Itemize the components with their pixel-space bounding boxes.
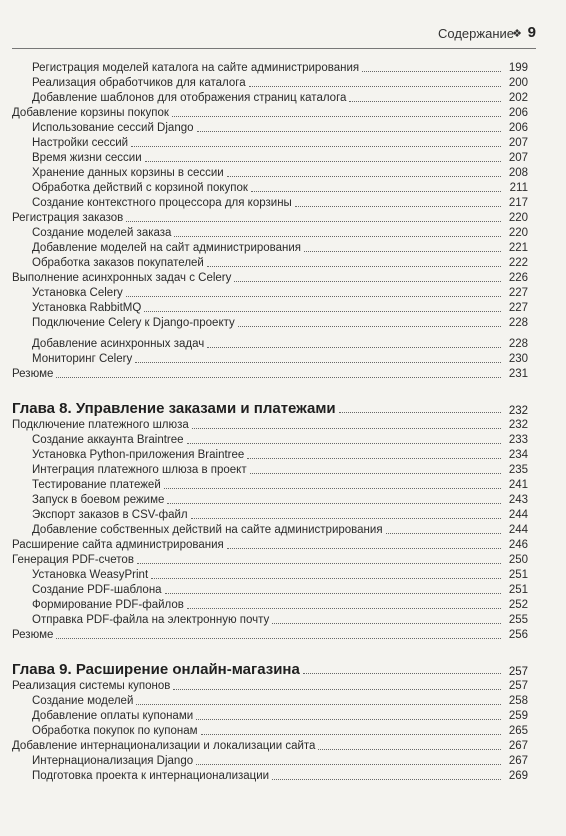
toc-entry-page: 243 bbox=[508, 494, 528, 506]
toc-section-entry[interactable] bbox=[12, 417, 528, 432]
toc-entry-page: 207 bbox=[508, 137, 528, 149]
dot-leader bbox=[136, 704, 501, 705]
toc-section-entry[interactable] bbox=[12, 552, 528, 567]
toc-entry-page: 246 bbox=[508, 539, 528, 551]
toc-section-entry[interactable] bbox=[12, 627, 528, 642]
page-number: 9 bbox=[527, 24, 536, 41]
dot-leader bbox=[196, 764, 501, 765]
toc-subsection-entry[interactable] bbox=[12, 315, 528, 330]
toc-entry-page: 234 bbox=[508, 449, 528, 461]
toc-entry-title: Создание аккаунта Braintree bbox=[32, 434, 184, 446]
page-header bbox=[12, 24, 536, 46]
dot-leader bbox=[135, 362, 501, 363]
toc-entry-title: Мониторинг Celery bbox=[32, 353, 133, 365]
toc-chapter-heading[interactable] bbox=[12, 395, 528, 417]
table-of-contents bbox=[12, 60, 528, 783]
toc-entry-title: Создание PDF-шаблона bbox=[32, 584, 162, 596]
toc-subsection-entry[interactable] bbox=[12, 753, 528, 768]
toc-entry-title: Расширение сайта администрирования bbox=[12, 539, 224, 551]
toc-entry-page: 257 bbox=[508, 666, 528, 678]
dot-leader bbox=[174, 236, 501, 237]
dot-leader bbox=[191, 518, 501, 519]
toc-entry-page: 233 bbox=[508, 434, 528, 446]
toc-subsection-entry[interactable] bbox=[12, 150, 528, 165]
toc-entry-page: 206 bbox=[508, 107, 528, 119]
toc-entry-page: 251 bbox=[508, 584, 528, 596]
header-rule bbox=[12, 48, 536, 49]
toc-entry-page: 252 bbox=[508, 599, 528, 611]
toc-entry-title: Резюме bbox=[12, 368, 54, 380]
toc-entry-page: 202 bbox=[508, 92, 528, 104]
toc-entry-title: Глава 8. Управление заказами и платежами bbox=[12, 400, 336, 417]
toc-entry-page: 258 bbox=[508, 695, 528, 707]
toc-entry-title: Добавление собственных действий на сайте администрирования bbox=[32, 524, 383, 536]
dot-leader bbox=[386, 533, 501, 534]
dot-leader bbox=[234, 281, 501, 282]
dot-leader bbox=[145, 161, 501, 162]
dot-leader bbox=[196, 719, 501, 720]
toc-subsection-entry[interactable] bbox=[12, 135, 528, 150]
toc-subsection-entry[interactable] bbox=[12, 120, 528, 135]
toc-entry-page: 251 bbox=[508, 569, 528, 581]
dot-leader bbox=[227, 548, 501, 549]
toc-entry-title: Обработка заказов покупателей bbox=[32, 257, 204, 269]
toc-chapter-heading[interactable] bbox=[12, 656, 528, 678]
toc-entry-page: 227 bbox=[508, 302, 528, 314]
dot-leader bbox=[173, 689, 501, 690]
toc-subsection-entry[interactable] bbox=[12, 432, 528, 447]
toc-entry-page: 241 bbox=[508, 479, 528, 491]
toc-entry-page: 232 bbox=[508, 419, 528, 431]
toc-subsection-entry[interactable] bbox=[12, 507, 528, 522]
toc-entry-page: 199 bbox=[508, 62, 528, 74]
dot-leader bbox=[318, 749, 501, 750]
toc-subsection-entry[interactable] bbox=[12, 708, 528, 723]
toc-entry-title: Создание моделей заказа bbox=[32, 227, 172, 239]
toc-entry-title: Создание моделей bbox=[32, 695, 134, 707]
toc-subsection-entry[interactable] bbox=[12, 165, 528, 180]
toc-entry-page: 267 bbox=[508, 755, 528, 767]
toc-entry-page: 235 bbox=[508, 464, 528, 476]
dot-leader bbox=[303, 673, 501, 674]
toc-entry-title: Настройки сессий bbox=[32, 137, 129, 149]
toc-entry-title: Регистрация заказов bbox=[12, 212, 124, 224]
toc-entry-title: Реализация обработчиков для каталога bbox=[32, 77, 246, 89]
diamond-icon: ❖ bbox=[512, 28, 522, 40]
toc-subsection-entry[interactable] bbox=[12, 195, 528, 210]
toc-entry-title: Глава 9. Расширение онлайн-магазина bbox=[12, 661, 300, 678]
toc-subsection-entry[interactable] bbox=[12, 225, 528, 240]
toc-spacer bbox=[12, 642, 528, 656]
toc-entry-title: Добавление интернационализации и локализации сайта bbox=[12, 740, 316, 752]
dot-leader bbox=[247, 458, 501, 459]
toc-entry-page: 232 bbox=[508, 405, 528, 417]
toc-subsection-entry[interactable] bbox=[12, 612, 528, 627]
dot-leader bbox=[165, 593, 501, 594]
dot-leader bbox=[362, 71, 501, 72]
toc-entry-title: Добавление моделей на сайт администрирования bbox=[32, 242, 302, 254]
toc-entry-page: 255 bbox=[508, 614, 528, 626]
toc-entry-title: Установка WeasyPrint bbox=[32, 569, 149, 581]
toc-section-entry[interactable] bbox=[12, 210, 528, 225]
toc-section-entry[interactable] bbox=[12, 738, 528, 753]
toc-section-entry[interactable] bbox=[12, 537, 528, 552]
dot-leader bbox=[304, 251, 501, 252]
toc-subsection-entry[interactable] bbox=[12, 462, 528, 477]
toc-entry-page: 267 bbox=[508, 740, 528, 752]
dot-leader bbox=[272, 779, 501, 780]
dot-leader bbox=[207, 347, 501, 348]
dot-leader bbox=[187, 608, 501, 609]
toc-entry-page: 207 bbox=[508, 152, 528, 164]
dot-leader bbox=[56, 377, 501, 378]
toc-entry-title: Хранение данных корзины в сессии bbox=[32, 167, 224, 179]
toc-entry-page: 222 bbox=[508, 257, 528, 269]
toc-entry-page: 211 bbox=[509, 182, 528, 194]
toc-subsection-entry[interactable] bbox=[12, 300, 528, 315]
dot-leader bbox=[349, 101, 501, 102]
toc-subsection-entry[interactable] bbox=[12, 522, 528, 537]
running-header-title: Содержание bbox=[438, 26, 514, 41]
toc-spacer bbox=[12, 381, 528, 395]
toc-subsection-entry[interactable] bbox=[12, 567, 528, 582]
dot-leader bbox=[164, 488, 501, 489]
dot-leader bbox=[272, 623, 501, 624]
toc-entry-page: 206 bbox=[508, 122, 528, 134]
toc-subsection-entry[interactable] bbox=[12, 597, 528, 612]
toc-entry-title: Добавление оплаты купонами bbox=[32, 710, 194, 722]
toc-subsection-entry[interactable] bbox=[12, 90, 528, 105]
toc-entry-title: Добавление корзины покупок bbox=[12, 107, 169, 119]
toc-entry-page: 227 bbox=[508, 287, 528, 299]
toc-entry-title: Обработка действий с корзиной покупок bbox=[32, 182, 248, 194]
dot-leader bbox=[201, 734, 501, 735]
toc-entry-title: Отправка PDF-файла на электронную почту bbox=[32, 614, 270, 626]
dot-leader bbox=[227, 176, 501, 177]
toc-entry-page: 226 bbox=[508, 272, 528, 284]
toc-entry-title: Подключение платежного шлюза bbox=[12, 419, 189, 431]
toc-subsection-entry[interactable] bbox=[12, 582, 528, 597]
toc-subsection-entry[interactable] bbox=[12, 180, 528, 195]
toc-entry-page: 217 bbox=[508, 197, 528, 209]
toc-subsection-entry[interactable] bbox=[12, 492, 528, 507]
toc-entry-page: 250 bbox=[508, 554, 528, 566]
toc-subsection-entry[interactable] bbox=[12, 693, 528, 708]
dot-leader bbox=[251, 191, 501, 192]
toc-entry-page: 244 bbox=[508, 524, 528, 536]
dot-leader bbox=[144, 311, 501, 312]
dot-leader bbox=[197, 131, 502, 132]
toc-entry-title: Обработка покупок по купонам bbox=[32, 725, 198, 737]
toc-entry-page: 269 bbox=[508, 770, 528, 782]
toc-entry-page: 208 bbox=[508, 167, 528, 179]
dot-leader bbox=[151, 578, 501, 579]
dot-leader bbox=[238, 326, 501, 327]
toc-entry-page: 220 bbox=[508, 212, 528, 224]
toc-subsection-entry[interactable] bbox=[12, 336, 528, 351]
toc-entry-title: Добавление асинхронных задач bbox=[32, 338, 205, 350]
toc-entry-page: 256 bbox=[508, 629, 528, 641]
toc-entry-title: Подготовка проекта к интернационализации bbox=[32, 770, 270, 782]
toc-subsection-entry[interactable] bbox=[12, 447, 528, 462]
dot-leader bbox=[295, 206, 501, 207]
toc-entry-title: Запуск в боевом режиме bbox=[32, 494, 165, 506]
toc-subsection-entry[interactable] bbox=[12, 75, 528, 90]
dot-leader bbox=[56, 638, 501, 639]
dot-leader bbox=[137, 563, 501, 564]
toc-section-entry[interactable] bbox=[12, 105, 528, 120]
toc-entry-title: Время жизни сессии bbox=[32, 152, 142, 164]
toc-entry-title: Тестирование платежей bbox=[32, 479, 161, 491]
dot-leader bbox=[192, 428, 501, 429]
toc-section-entry[interactable] bbox=[12, 366, 528, 381]
dot-leader bbox=[249, 86, 501, 87]
toc-entry-page: 244 bbox=[508, 509, 528, 521]
toc-entry-page: 231 bbox=[508, 368, 528, 380]
toc-entry-title: Подключение Celery к Django-проекту bbox=[32, 317, 235, 329]
toc-entry-title: Установка Python-приложения Braintree bbox=[32, 449, 245, 461]
toc-subsection-entry[interactable] bbox=[12, 255, 528, 270]
toc-subsection-entry[interactable] bbox=[12, 723, 528, 738]
toc-subsection-entry[interactable] bbox=[12, 240, 528, 255]
toc-entry-page: 265 bbox=[508, 725, 528, 737]
toc-entry-page: 200 bbox=[508, 77, 528, 89]
toc-entry-title: Выполнение асинхронных задач с Celery bbox=[12, 272, 232, 284]
toc-section-entry[interactable] bbox=[12, 270, 528, 285]
toc-entry-page: 257 bbox=[508, 680, 528, 692]
toc-entry-title: Интернационализация Django bbox=[32, 755, 194, 767]
toc-entry-page: 230 bbox=[508, 353, 528, 365]
toc-section-entry[interactable] bbox=[12, 678, 528, 693]
dot-leader bbox=[207, 266, 501, 267]
toc-subsection-entry[interactable] bbox=[12, 768, 528, 783]
dot-leader bbox=[126, 296, 501, 297]
toc-entry-title: Регистрация моделей каталога на сайте администрирования bbox=[32, 62, 360, 74]
toc-entry-title: Формирование PDF-файлов bbox=[32, 599, 184, 611]
toc-entry-title: Создание контекстного процессора для корзины bbox=[32, 197, 292, 209]
toc-entry-title: Установка RabbitMQ bbox=[32, 302, 142, 314]
dot-leader bbox=[339, 412, 501, 413]
toc-entry-page: 228 bbox=[508, 317, 528, 329]
toc-entry-page: 221 bbox=[508, 242, 528, 254]
toc-subsection-entry[interactable] bbox=[12, 477, 528, 492]
dot-leader bbox=[187, 443, 501, 444]
toc-entry-page: 259 bbox=[508, 710, 528, 722]
toc-subsection-entry[interactable] bbox=[12, 60, 528, 75]
toc-entry-title: Экспорт заказов в CSV-файл bbox=[32, 509, 188, 521]
dot-leader bbox=[250, 473, 501, 474]
toc-entry-page: 228 bbox=[508, 338, 528, 350]
toc-entry-page: 220 bbox=[508, 227, 528, 239]
toc-entry-title: Добавление шаблонов для отображения страниц каталога bbox=[32, 92, 347, 104]
toc-entry-title: Генерация PDF-счетов bbox=[12, 554, 134, 566]
toc-entry-title: Установка Celery bbox=[32, 287, 123, 299]
toc-entry-title: Интеграция платежного шлюза в проект bbox=[32, 464, 247, 476]
dot-leader bbox=[172, 116, 501, 117]
dot-leader bbox=[167, 503, 501, 504]
dot-leader bbox=[131, 146, 501, 147]
dot-leader bbox=[126, 221, 501, 222]
toc-entry-title: Реализация системы купонов bbox=[12, 680, 171, 692]
toc-subsection-entry[interactable] bbox=[12, 351, 528, 366]
toc-entry-title: Резюме bbox=[12, 629, 54, 641]
toc-entry-title: Использование сессий Django bbox=[32, 122, 194, 134]
toc-subsection-entry[interactable] bbox=[12, 285, 528, 300]
